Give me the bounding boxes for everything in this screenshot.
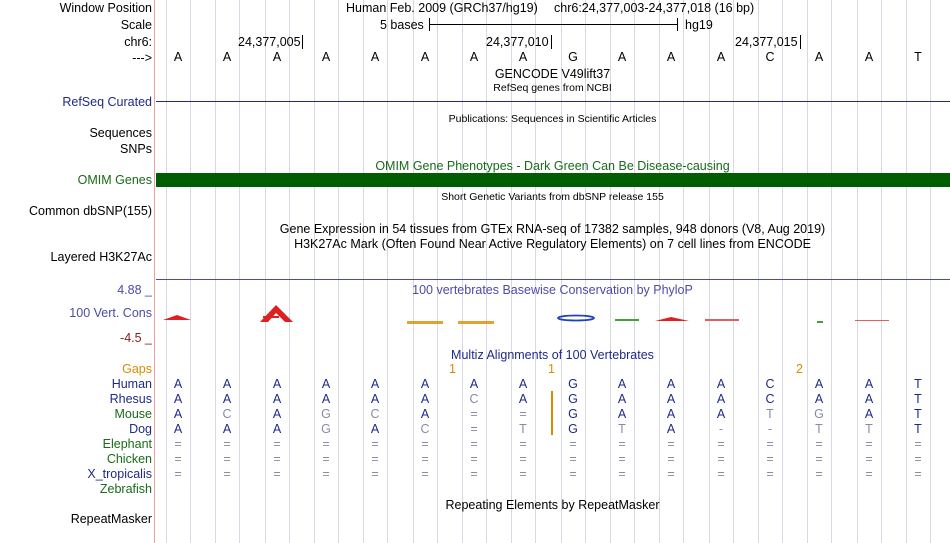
alignment-base: T [519,422,527,436]
alignment-base: = [865,452,873,466]
alignment-base: = [815,437,823,451]
alignment-base: T [914,377,922,391]
alignment-base: = [421,467,429,481]
alignment-base: G [321,422,331,436]
alignment-base: G [568,392,578,406]
alignment-base: = [569,452,577,466]
alignment-base: = [569,437,577,451]
repeatmasker-track-title[interactable]: Repeating Elements by RepeatMasker [445,498,660,512]
alignment-base: T [914,392,922,406]
scale-label: Scale [120,18,152,32]
alignment-base: = [174,452,182,466]
alignment-base: = [322,467,330,481]
omim-feature-bar[interactable] [156,173,950,187]
alignment-base: A [716,407,726,421]
scale-bar-left-tick [429,18,430,31]
alignment-base: = [766,437,774,451]
alignment-base: = [667,452,675,466]
alignment-base: T [914,422,922,436]
alignment-base: A [222,377,232,391]
coord-tick-mark [551,35,552,49]
alignment-base: = [322,452,330,466]
alignment-base: = [914,452,922,466]
alignment-base: = [470,467,478,481]
alignment-base: A [370,377,380,391]
gap-count: 1 [548,362,555,376]
alignment-base: = [371,452,379,466]
gap-count: 2 [796,362,803,376]
alignment-base: = [717,437,725,451]
window-position-label: Window Position [59,1,152,15]
coord-tick-label: 24,377,005 [238,35,301,49]
strand-label[interactable]: ---> [132,51,152,65]
track-label-h3k27ac[interactable]: Layered H3K27Ac [50,250,152,264]
publications-track-title[interactable]: Publications: Sequences in Scientific Articles [448,113,657,125]
track-divider [156,279,950,280]
sequence-base: A [716,50,726,64]
alignment-base: G [814,407,824,421]
track-label-refseq[interactable]: RefSeq Curated [62,95,152,109]
sequence-base: A [814,50,824,64]
alignment-base: = [470,422,478,436]
alignment-base: - [718,422,724,436]
sequence-base: G [568,50,578,64]
alignment-base: = [766,452,774,466]
alignment-base: = [223,452,231,466]
alignment-base: A [370,422,380,436]
alignment-base: = [470,407,478,421]
sequence-base: A [222,50,232,64]
sequence-base: A [469,50,479,64]
alignment-base: A [666,407,676,421]
alignment-base: A [716,377,726,391]
sequence-base: T [914,50,922,64]
alignment-base: = [223,437,231,451]
alignment-base: C [765,377,775,391]
coord-tick-mark [800,35,801,49]
alignment-base: T [865,422,873,436]
cons-max-value: 4.88 _ [117,283,152,297]
omim-track-title[interactable]: OMIM Gene Phenotypes - Dark Green Can Be Disease-causing [375,159,730,173]
alignment-base: A [518,392,528,406]
alignment-base: T [618,422,626,436]
track-label-omim[interactable]: OMIM Genes [77,173,152,187]
alignment-base: A [420,407,430,421]
alignment-base: = [914,467,922,481]
alignment-base: A [222,392,232,406]
coord-tick-label: 24,377,010 [486,35,549,49]
alignment-base: - [767,422,773,436]
scale-db: hg19 [685,18,713,32]
alignment-base: A [666,377,676,391]
gtex-track-title[interactable]: Gene Expression in 54 tissues from GTEx RNA-seq of 17382 samples, 948 donors (V8, Aug 2019) [279,222,826,236]
refseq-line [156,101,950,102]
track-label-sequences[interactable]: Sequences [89,126,152,140]
alignment-base: A [173,392,183,406]
alignment-base: T [766,407,774,421]
alignment-base: A [617,392,627,406]
alignment-base: = [815,467,823,481]
alignment-base: = [421,452,429,466]
alignment-base: = [667,437,675,451]
insertion-marker [551,391,553,435]
coord-tick-label: 24,377,015 [735,35,798,49]
alignment-base: C [469,392,479,406]
dbsnp-track-desc: Short Genetic Variants from dbSNP release 155 [441,191,664,203]
sequence-base: C [765,50,775,64]
alignment-base: = [223,467,231,481]
track-label-repeatmasker[interactable]: RepeatMasker [70,512,152,526]
alignment-base: A [864,392,874,406]
alignment-base: A [272,392,282,406]
species-label[interactable]: Rhesus [109,392,152,406]
sequence-base: A [864,50,874,64]
alignment-base: = [273,437,281,451]
species-label[interactable]: Chicken [106,452,152,466]
alignment-base: A [617,377,627,391]
track-label-gaps: Gaps [122,362,152,376]
sequence-base: A [370,50,380,64]
alignment-base: T [815,422,823,436]
alignment-base: = [174,467,182,481]
alignment-base: = [174,437,182,451]
alignment-base: = [618,437,626,451]
alignment-base: G [321,407,331,421]
sequence-base: A [420,50,430,64]
scale-bar [429,24,678,25]
alignment-base: = [815,452,823,466]
phylop-track-title[interactable]: 100 vertebrates Basewise Conservation by PhyloP [412,283,693,297]
alignment-base: A [814,377,824,391]
track-label-cons[interactable]: 100 Vert. Cons [69,306,152,320]
species-label[interactable]: Zebrafish [99,482,152,496]
alignment-base: A [864,407,874,421]
gencode-track-title[interactable]: GENCODE V49lift37 [494,67,611,81]
phylop-conservation-graph [155,300,950,330]
multiz-track-title[interactable]: Multiz Alignments of 100 Vertebrates [451,348,654,362]
alignment-base: A [321,377,331,391]
alignment-base: G [568,377,578,391]
alignment-base: C [370,407,380,421]
alignment-base: = [519,452,527,466]
sequence-base: A [617,50,627,64]
alignment-base: G [568,407,578,421]
alignment-base: = [470,437,478,451]
alignment-base: A [666,422,676,436]
alignment-base: C [765,392,775,406]
alignment-base: A [420,377,430,391]
species-label[interactable]: Dog [129,422,152,436]
h3k27ac-track-desc: H3K27Ac Mark (Often Found Near Active Regulatory Elements) on 7 cell lines from ENCODE [294,237,811,251]
track-label-dbsnp[interactable]: Common dbSNP(155) [29,204,152,218]
alignment-base: = [470,452,478,466]
sequence-base: A [518,50,528,64]
alignment-base: = [914,437,922,451]
alignment-base: A [469,377,479,391]
scale-bar-right-tick [677,18,678,31]
alignment-base: = [519,407,527,421]
alignment-base: A [420,392,430,406]
alignment-base: A [617,407,627,421]
alignment-base: G [568,422,578,436]
alignment-base: A [518,377,528,391]
alignment-base: A [272,377,282,391]
alignment-base: = [865,467,873,481]
alignment-base: C [222,407,232,421]
alignment-base: T [914,407,922,421]
alignment-base: A [716,392,726,406]
alignment-base: = [667,467,675,481]
alignment-base: = [322,437,330,451]
alignment-base: C [420,422,430,436]
alignment-base: A [173,422,183,436]
scale-text: 5 bases [380,18,424,32]
alignment-base: = [865,437,873,451]
alignment-base: A [370,392,380,406]
coord-tick-mark [302,35,303,49]
gap-count: 1 [449,362,456,376]
alignment-base: = [273,452,281,466]
alignment-base: A [864,377,874,391]
alignment-base: A [173,377,183,391]
phylop-letter-marks [163,305,889,324]
alignment-base: A [222,422,232,436]
alignment-base: A [272,407,282,421]
alignment-base: = [766,467,774,481]
alignment-base: = [717,452,725,466]
alignment-base: = [618,467,626,481]
alignment-base: A [321,392,331,406]
alignment-base: = [371,467,379,481]
sequence-base: A [173,50,183,64]
window-position-value: chr6:24,377,003-24,377,018 (16 bp) [554,1,755,15]
alignment-base: = [519,437,527,451]
cons-min-value: -4.5 _ [120,331,152,345]
alignment-base: = [618,452,626,466]
refseq-track-desc: RefSeq genes from NCBI [493,82,612,94]
assembly-title: Human Feb. 2009 (GRCh37/hg19) [346,1,538,15]
alignment-base: A [173,407,183,421]
alignment-base: A [272,422,282,436]
species-label[interactable]: Elephant [102,437,152,451]
alignment-base: = [421,437,429,451]
sequence-base: A [272,50,282,64]
alignment-base: = [717,467,725,481]
alignment-base: = [371,437,379,451]
alignment-base: = [519,467,527,481]
track-label-snps[interactable]: SNPs [120,142,152,156]
species-label[interactable]: X_tropicalis [87,467,152,481]
species-label[interactable]: Human [111,377,152,391]
species-label[interactable]: Mouse [114,407,152,421]
sequence-base: A [321,50,331,64]
alignment-base: A [814,392,824,406]
sequence-base: A [666,50,676,64]
alignment-base: = [569,467,577,481]
alignment-base: = [273,467,281,481]
alignment-base: A [666,392,676,406]
chrom-label: chr6: [124,35,152,49]
